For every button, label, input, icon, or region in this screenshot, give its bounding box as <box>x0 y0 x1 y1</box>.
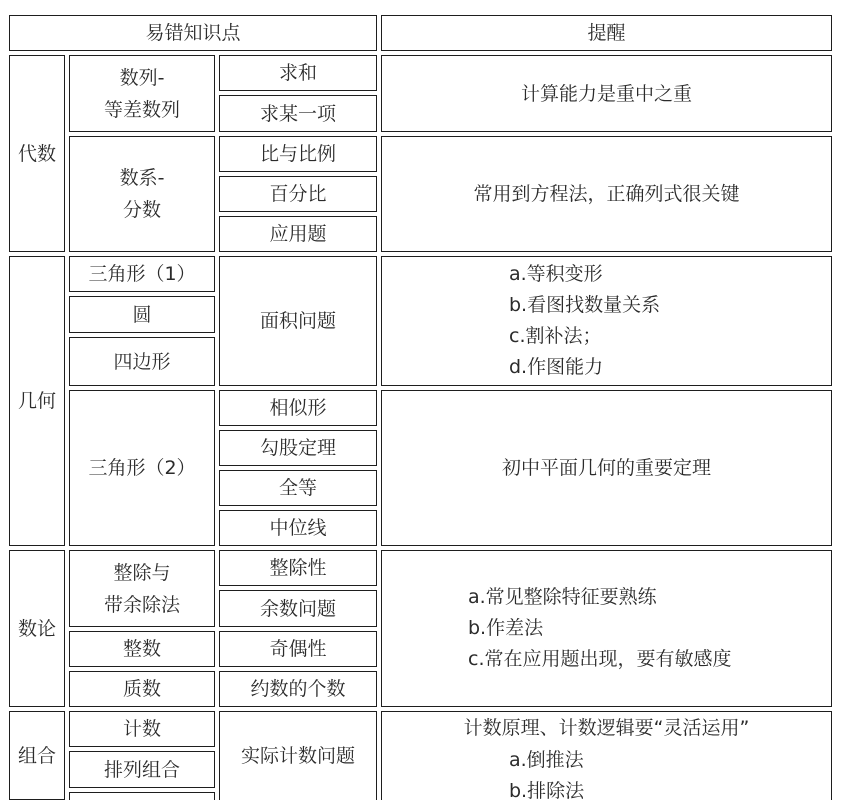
category-algebra: 代数 <box>9 55 65 252</box>
subtopic-prime: 质数 <box>69 671 215 707</box>
note-line: b.排除法 <box>509 780 585 802</box>
item-similar: 相似形 <box>219 390 377 426</box>
note-line: b.作差法 <box>468 617 544 639</box>
subtopic-cutoff <box>69 792 215 800</box>
subtopic-line: 等差数列 <box>103 98 180 121</box>
category-combinatorics: 组合 <box>9 711 65 800</box>
note-combinatorics <box>381 711 832 800</box>
subtopic-line: 数列- <box>119 66 165 89</box>
subtopic-line: 数系- <box>119 167 165 189</box>
item-parity: 奇偶性 <box>219 631 377 667</box>
note-triangle-2: 初中平面几何的重要定理 <box>381 390 832 546</box>
note-line: d.作图能力 <box>509 356 604 378</box>
shape-quadrilateral: 四边形 <box>69 337 215 386</box>
item-divisor-count: 约数的个数 <box>219 671 377 707</box>
shape-triangle-2: 三角形（2） <box>69 390 215 546</box>
item-nth-term: 求某一项 <box>219 95 377 132</box>
header-reminder: 提醒 <box>381 15 832 51</box>
note-area <box>381 256 832 386</box>
item-ratio: 比与比例 <box>219 136 377 172</box>
shape-circle: 圆 <box>69 296 215 333</box>
item-remainder: 余数问题 <box>219 590 377 627</box>
subtopic-arithmetic-sequence <box>69 55 215 132</box>
note-line: a.常见整除特征要熟练 <box>468 586 657 608</box>
subtopic-line: 分数 <box>122 199 161 221</box>
item-word-problem: 应用题 <box>219 216 377 252</box>
item-sum: 求和 <box>219 55 377 91</box>
item-pythagorean: 勾股定理 <box>219 430 377 466</box>
item-percent: 百分比 <box>219 176 377 212</box>
note-arithmetic: 计算能力是重中之重 <box>381 55 832 132</box>
shape-triangle-1: 三角形（1） <box>69 256 215 292</box>
note-line: c.割补法； <box>509 325 602 347</box>
note-line: c.常在应用题出现，要有敏感度 <box>468 648 732 670</box>
header-topic: 易错知识点 <box>9 15 377 51</box>
note-number-theory <box>381 550 832 707</box>
item-congruent: 全等 <box>219 470 377 506</box>
subtopic-fractions <box>69 136 215 252</box>
practical-counting: 实际计数问题 <box>219 711 377 800</box>
subtopic-division <box>69 550 215 627</box>
area-problem: 面积问题 <box>219 256 377 386</box>
subtopic-line: 带余除法 <box>103 593 180 616</box>
note-line: a.倒推法 <box>509 749 584 771</box>
note-fractions: 常用到方程法，正确列式很关键 <box>381 136 832 252</box>
item-midline: 中位线 <box>219 510 377 546</box>
note-title: 计数原理、计数逻辑要“灵活运用” <box>463 717 750 739</box>
note-line: b.看图找数量关系 <box>509 294 661 316</box>
subtopic-permutation: 排列组合 <box>69 751 215 788</box>
subtopic-line: 整除与 <box>113 561 171 584</box>
item-divisibility: 整除性 <box>219 550 377 586</box>
note-line: a.等积变形 <box>509 263 603 285</box>
subtopic-integer: 整数 <box>69 631 215 667</box>
category-number-theory: 数论 <box>9 550 65 707</box>
subtopic-counting: 计数 <box>69 711 215 747</box>
category-geometry: 几何 <box>9 256 65 546</box>
